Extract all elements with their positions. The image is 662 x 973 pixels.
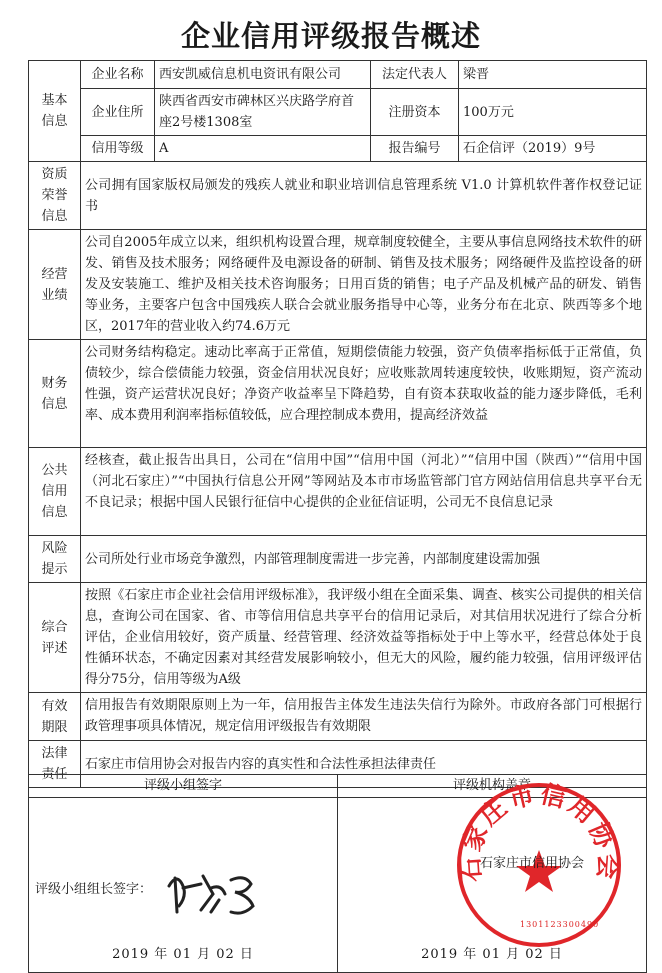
capital-value: 100万元 bbox=[459, 89, 647, 136]
legal-rep-label: 法定代表人 bbox=[371, 61, 459, 89]
risk-text: 公司所处行业市场竞争激烈，内部管理制度需进一步完善，内部制度建设需加强 bbox=[81, 536, 647, 583]
section-risk-label: 风险 提示 bbox=[29, 536, 81, 583]
qualification-text: 公司拥有国家版权局颁发的残疾人就业和职业培训信息管理系统 V1.0 计算机软件著作权登记证书 bbox=[81, 162, 647, 230]
legal-text: 石家庄市信用协会对报告内容的真实性和合法性承担法律责任 bbox=[81, 741, 647, 788]
capital-label: 注册资本 bbox=[371, 89, 459, 136]
address-label: 企业住所 bbox=[81, 89, 155, 136]
section-comprehensive-label: 综合 评述 bbox=[29, 583, 81, 693]
report-no-value: 石企信评（2019）9号 bbox=[459, 136, 647, 162]
group-signature-header: 评级小组签字 bbox=[29, 775, 338, 798]
report-title: 企业信用评级报告概述 bbox=[180, 19, 481, 53]
finance-text: 公司财务结构稳定。速动比率高于正常值，短期偿债能力较强，资产负债率指标低于正常值，负债较少，综合偿债能力较强，资金信用状况良好；应收账款周转速度较快，收账期短，资产流动性强，资产运营状况良好；净资产收益率呈下降趋势，自有资本获取收益的能力逐步降低，毛利率、成本费用利润率指标值较低，应合理控制成本费用，提高经济效益 bbox=[81, 340, 647, 448]
org-name-text: 石家庄市信用协会 bbox=[480, 856, 585, 871]
org-seal-header: 评级机构盖章 bbox=[338, 775, 647, 798]
date-right: 2019 年 01 月 02 日 bbox=[421, 947, 563, 962]
seal-text: 石家庄市信用协会 bbox=[455, 780, 623, 883]
validity-text: 信用报告有效期限原则上为一年，信用报告主体发生违法失信行为除外。市政府各部门可根据行政管理事项具体情况，规定信用评级报告有效期限 bbox=[81, 693, 647, 741]
handwritten-signature bbox=[161, 858, 271, 918]
report-table bbox=[28, 60, 647, 788]
group-signature-cell bbox=[29, 798, 338, 973]
grade-label: 信用等级 bbox=[81, 136, 155, 162]
section-legal-label: 法律 责任 bbox=[29, 741, 81, 788]
address-value: 陕西省西安市碑林区兴庆路学府首座2号楼1308室 bbox=[155, 89, 371, 136]
section-qualification-label: 资质 荣誉 信息 bbox=[29, 162, 81, 230]
date-left: 2019 年 01 月 02 日 bbox=[112, 947, 254, 962]
section-finance-label: 财务 信息 bbox=[29, 340, 81, 448]
grade-value: A bbox=[155, 136, 371, 162]
company-name-value: 西安凯威信息机电资讯有限公司 bbox=[155, 61, 371, 89]
public-credit-text: 经核查，截止报告出具日，公司在“信用中国”“信用中国（河北）”“信用中国（陕西）”“信用中国（河北石家庄）”“中国执行信息公开网”等网站及本市市场监管部门官方网站信用信息共享平台无不良记录；根据中国人民银行征信中心提供的企业征信证明，公司无不良信息记录 bbox=[81, 448, 647, 536]
section-validity-label: 有效 期限 bbox=[29, 693, 81, 741]
seal-number: 1301123300490 bbox=[520, 920, 600, 929]
legal-rep-value: 梁晋 bbox=[459, 61, 647, 89]
report-no-label: 报告编号 bbox=[371, 136, 459, 162]
comprehensive-text: 按照《石家庄市企业社会信用评级标准》，我评级小组在全面采集、调查、核实公司提供的相关信息，查询公司在国家、省、市等信用信息共享平台的信用记录后，对其信用状况进行了综合分析评估，企业信用较好，资产质量、经营管理、经济效益等指标处于中上等水平，经营总体处于良性循环状态，不确定因素对其经营发展影响较小，但无大的风险，履约能力较强，信用评级评估得分75分，信用等级为A级 bbox=[81, 583, 647, 693]
section-public-credit-label: 公共 信用 信息 bbox=[29, 448, 81, 536]
section-basic-label: 基本 信息 bbox=[29, 61, 81, 162]
section-business-label: 经营 业绩 bbox=[29, 230, 81, 340]
leader-signature-label: 评级小组组长签字： bbox=[35, 882, 153, 897]
company-name-label: 企业名称 bbox=[81, 61, 155, 89]
business-text: 公司自2005年成立以来，组织机构设置合理，规章制度较健全，主要从事信息网络技术软件的研发、销售及技术服务；网络硬件及电源设备的研制、销售及技术服务；网络硬件及监控设备的研发及安装施工、维护及相关技术咨询服务；日用百货的销售；电子产品及机械产品的研发、销售等业务，主要客户包含中国残疾人联合会就业服务指导中心等，业务分布在北京、陕西等多个地区，2017年的营业收入约74.6万元 bbox=[81, 230, 647, 340]
